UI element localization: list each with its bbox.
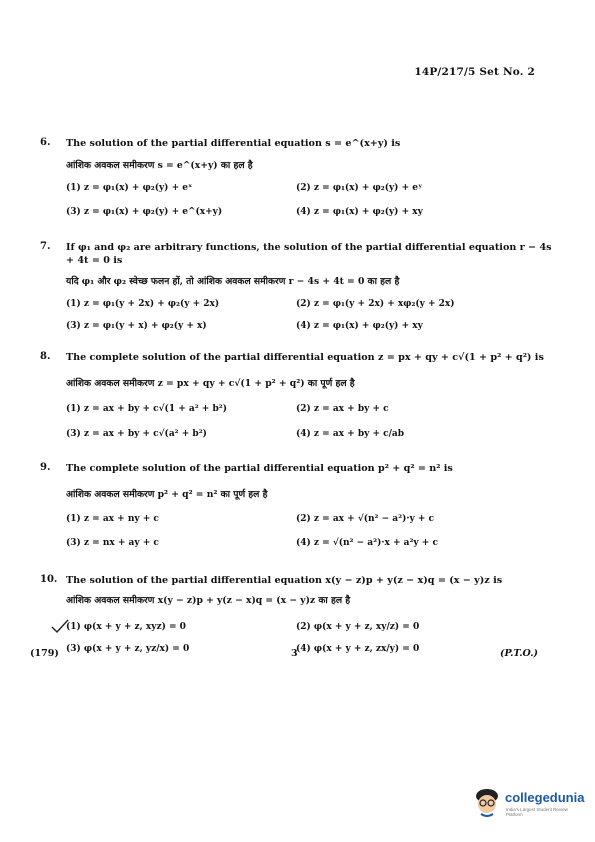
- page-number: 3: [291, 648, 298, 659]
- option-3: (3) φ(x + y + z, yz/x) = 0: [66, 644, 190, 654]
- question-7: [40, 241, 560, 341]
- option-4: (4) z = ax + by + c/ab: [296, 429, 405, 439]
- check-mark-icon: [50, 618, 70, 634]
- footer-right: (P.T.O.): [500, 648, 539, 659]
- mascot-icon: [473, 787, 501, 817]
- option-2: (2) z = φ₁(y + 2x) + xφ₂(y + 2x): [296, 299, 455, 309]
- option-3: (3) z = φ₁(x) + φ₂(y) + e^(x+y): [66, 207, 223, 217]
- footer-left: (179): [30, 648, 59, 659]
- option-3: (3) z = φ₁(y + x) + φ₂(y + x): [66, 321, 207, 331]
- option-2: (2) z = ax + √(n² − a²)·y + c: [296, 514, 434, 524]
- question-stem-hindi: आंशिक अवकल समीकरण x(y − z)p + y(z − x)q = (x − y)z का हल है: [66, 595, 351, 606]
- question-stem-hindi: यदि φ₁ और φ₂ स्वेच्छ फलन हों, तो आंशिक अवकल समीकरण r − 4s + 4t = 0 का हल है: [66, 276, 400, 287]
- option-2: (2) z = φ₁(x) + φ₂(y) + eʸ: [296, 183, 423, 193]
- option-1: (1) z = φ₁(x) + φ₂(y) + eˣ: [66, 183, 193, 193]
- option-1: (1) z = ax + ny + c: [66, 514, 159, 524]
- question-stem: If φ₁ and φ₂ are arbitrary functions, the solution of the partial differential equation r − 4s + 4t = 0 is: [66, 242, 552, 266]
- question-number: 8.: [40, 351, 51, 362]
- option-3: (3) z = nx + ay + c: [66, 538, 159, 548]
- question-8: [40, 351, 560, 451]
- collegedunia-logo: [473, 787, 585, 821]
- question-stem-hindi: आंशिक अवकल समीकरण s = e^(x+y) का हल है: [66, 160, 253, 171]
- option-2: (2) φ(x + y + z, xy/z) = 0: [296, 622, 420, 632]
- paper-code: 14P/217/5 Set No. 2: [414, 66, 535, 78]
- option-3: (3) z = ax + by + c√(a² + b²): [66, 429, 207, 439]
- question-stem: The complete solution of the partial differential equation p² + q² = n² is: [66, 463, 453, 474]
- question-number: 9.: [40, 462, 51, 473]
- question-stem-hindi: आंशिक अवकल समीकरण z = px + qy + c√(1 + p² + q²) का पूर्ण हल है: [66, 378, 355, 389]
- option-1: (1) φ(x + y + z, xyz) = 0: [66, 622, 186, 632]
- question-10: [40, 574, 560, 664]
- logo-wordmark: collegedunia: [505, 790, 585, 805]
- question-9: [40, 462, 560, 562]
- option-4: (4) z = φ₁(x) + φ₂(y) + xy: [296, 321, 423, 331]
- option-4: (4) z = φ₁(x) + φ₂(y) + xy: [296, 207, 423, 217]
- question-stem: The complete solution of the partial differential equation z = px + qy + c√(1 + p² + q²) is: [66, 352, 544, 363]
- question-stem: The solution of the partial differential equation s = e^(x+y) is: [66, 138, 401, 149]
- option-1: (1) z = ax + by + c√(1 + a² + b²): [66, 404, 227, 414]
- question-stem: The solution of the partial differential equation x(y − z)p + y(z − x)q = (x − y)z is: [66, 575, 503, 586]
- option-1: (1) z = φ₁(y + 2x) + φ₂(y + 2x): [66, 299, 220, 309]
- question-number: 10.: [40, 574, 58, 585]
- question-6: [40, 137, 560, 227]
- logo-tagline: India's Largest Student Review Platform: [506, 807, 568, 817]
- question-stem-hindi: आंशिक अवकल समीकरण p² + q² = n² का पूर्ण हल है: [66, 489, 268, 500]
- option-4: (4) z = √(n² − a²)·x + a²y + c: [296, 538, 438, 548]
- question-number: 6.: [40, 137, 51, 148]
- option-4: (4) φ(x + y + z, zx/y) = 0: [296, 644, 420, 654]
- question-number: 7.: [40, 241, 51, 252]
- option-2: (2) z = ax + by + c: [296, 404, 389, 414]
